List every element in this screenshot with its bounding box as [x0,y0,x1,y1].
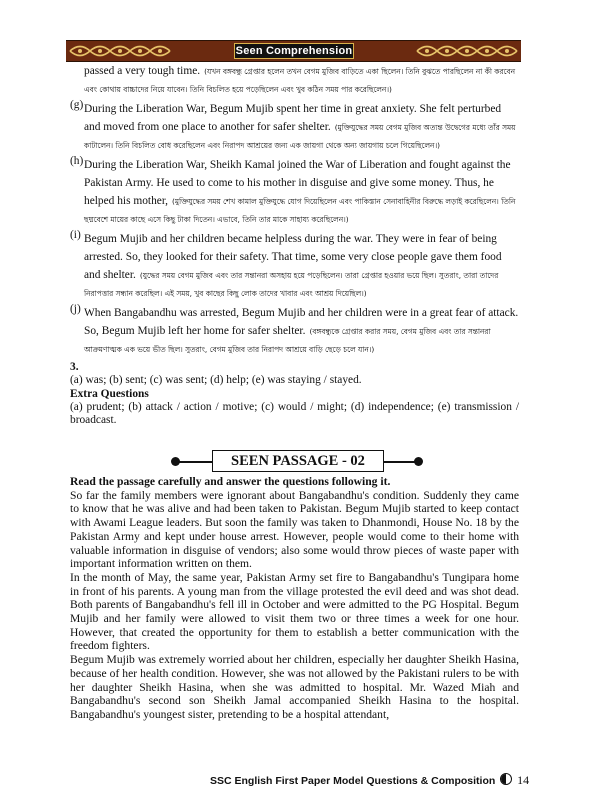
answer-english: Begum Mujib and her children became helpless during the war. They were in fear of being arrested. So, they looked for their safety. That time, some very close people gave them food and shelter. [84,233,502,281]
passage-instruction: Read the passage carefully and answer the questions following it. [70,475,391,488]
answers-section [70,61,519,427]
answer-label: (i) [70,229,81,241]
answer-english: During the Liberation War, Sheikh Kamal joined the War of Liberation and fought against the Pakistan Army. He used to come to his mother in disguise and give some money. Thus, he helped his mother, [84,159,511,207]
answer-label: (g) [70,99,84,111]
header-title: Seen Comprehension [235,45,353,57]
answer-bengali: (বঙ্গবন্ধুকে গ্রেপ্তার করার সময়, বেগম মুজিব এবং তার সন্তানরা আক্রমণাত্মক এক ভয়ে ভীত ছিল। সুতরাং, বেগম মুজিব তার নিরাপদ আশ্রয়ে বাড়ি ছেড়ে চলে যান।) [84,327,491,354]
header-banner [66,40,521,62]
question-number: 3. [70,361,79,373]
answer-item [70,99,519,153]
bullet-right-icon [414,457,423,466]
question-answer: (a) was; (b) sent; (c) was sent; (d) help; (e) was staying / stayed. [70,374,362,387]
page-number: 14 [517,773,530,787]
footer-text: SSC English First Paper Model Questions & Composition [210,775,496,787]
answer-bengali: (যুদ্ধের সময় বেগম মুজিব এবং তার সন্তানরা অসহায় হয়ে পড়েছিলেন। তারা গ্রেপ্তার হওয়ার ভয়ে ছিল। সুতরাং, তারা তাদের নিরাপত্তার সন্ধান করেছিল। এই সময়, খুব কাছের কিছু লোক তাদের খাবার এবং আশ্রয় দিয়েছিল।) [84,271,499,298]
answer-item [70,303,519,357]
bullet-left-icon [171,457,180,466]
divider-left [176,461,212,463]
answer-bengali: (মুক্তিযুদ্ধের সময় বেগম মুজিব অত্যন্ত উদ্বেগের মধ্যে তাঁর সময় কাটালেন। তিনি বিচলিত বোধ করেছিলেন এবং নিরাপদ আশ্রয়ের জন্য এক জায়গা থেকে অন্য জায়গায় চলে গিয়েছিলেন।) [84,123,516,150]
extra-questions-answer: (a) prudent; (b) attack / action / motive; (c) would / might; (d) independence; (e) transmission / broadcast. [70,400,519,427]
section-title: SEEN PASSAGE - 02 [212,450,384,472]
answer-item [70,61,519,97]
answer-english: When Bangabandhu was arrested, Begum Mujib and her children were in a great fear of attack. So, Begum Mujib left her home for safer shelter. [84,307,519,337]
answer-english: During the Liberation War, Begum Mujib spent her time in great anxiety. She felt perturbed and moved from one place to another for safer shelter. [84,103,502,133]
footer [210,773,530,789]
answer-bengali: (মুক্তিযুদ্ধের সময় শেখ কামাল মুক্তিযুদ্ধে যোগ দিয়েছিলেন এবং পাকিস্তান সেনাবাহিনীর বিরুদ্ধে লড়াই করেছিলেন। তিনি ছদ্মবেশে মায়ের কাছে এসে কিছু টাকা দিতেন। এভাবে, তিনি তার মাকে সাহায্য করেছিলেন।) [84,197,516,224]
extra-questions-heading: Extra Questions [70,387,149,400]
passage [70,475,519,722]
passage-paragraph: In the month of May, the same year, Pakistan Army set fire to Bangabandhu's Tungipara home in front of his parents. A young man from the village protested the evil deed and was shot dead. Both parents of Bangabandhu's fell ill in October and were admitted to the PG Hospital. Begum Mujib and her family were allowed to visit them two or three times a week for one hour. However, that created the opportunity for them to establish a better communication with the freedom fighters. [70,570,519,653]
answer-item [70,229,519,301]
half-moon-icon [500,773,512,785]
ornament-right-icon [411,41,521,61]
answer-item [70,155,519,227]
answer-english: passed a very tough time. [84,65,201,77]
passage-paragraph: So far the family members were ignorant about Bangabandhu's condition. Suddenly they came to know that he was alive and had been taken to Pakistan. Begum Mujib started to keep contact with Awami League leaders. But soon the family was taken to Dhanmondi, House No. 18 by the Pakistan Army and kept under house arrest. However, people would come to their home with valuable information in disguise of vendors; also some would throw pieces of waste paper with important information written on them. [70,488,519,571]
ornament-left-icon [66,41,176,61]
answer-bengali: (যখন বঙ্গবন্ধু গ্রেপ্তার হলেন তখন বেগম মুজিব বাড়িতে একা ছিলেন। তিনি বুঝতে পারছিলেন না কী করবেন এবং কোথায় বাচ্চাদের নিয়ে যাবেন। তিনি বিচলিত হয়ে পড়েছিলেন এবং খুব কঠিন সময় পার করেছিলেন।) [84,67,516,94]
passage-paragraph: Begum Mujib was extremely worried about her children, especially her daughter Sheikh Hasina, because of her health condition. However, she was not allowed by the Pakistani rulers to be with her daughter Sheikh Hasina, when she was admitted to hospital. Mr. Wazed Miah and Bangabandhu's second son Sheikh Jamal accompanied Sheikh Hasina to the hospital. Bangabandhu's youngest sister, pretending to be a hospital attendant, [70,653,519,721]
answer-label: (h) [70,155,84,167]
answer-label: (j) [70,303,81,315]
